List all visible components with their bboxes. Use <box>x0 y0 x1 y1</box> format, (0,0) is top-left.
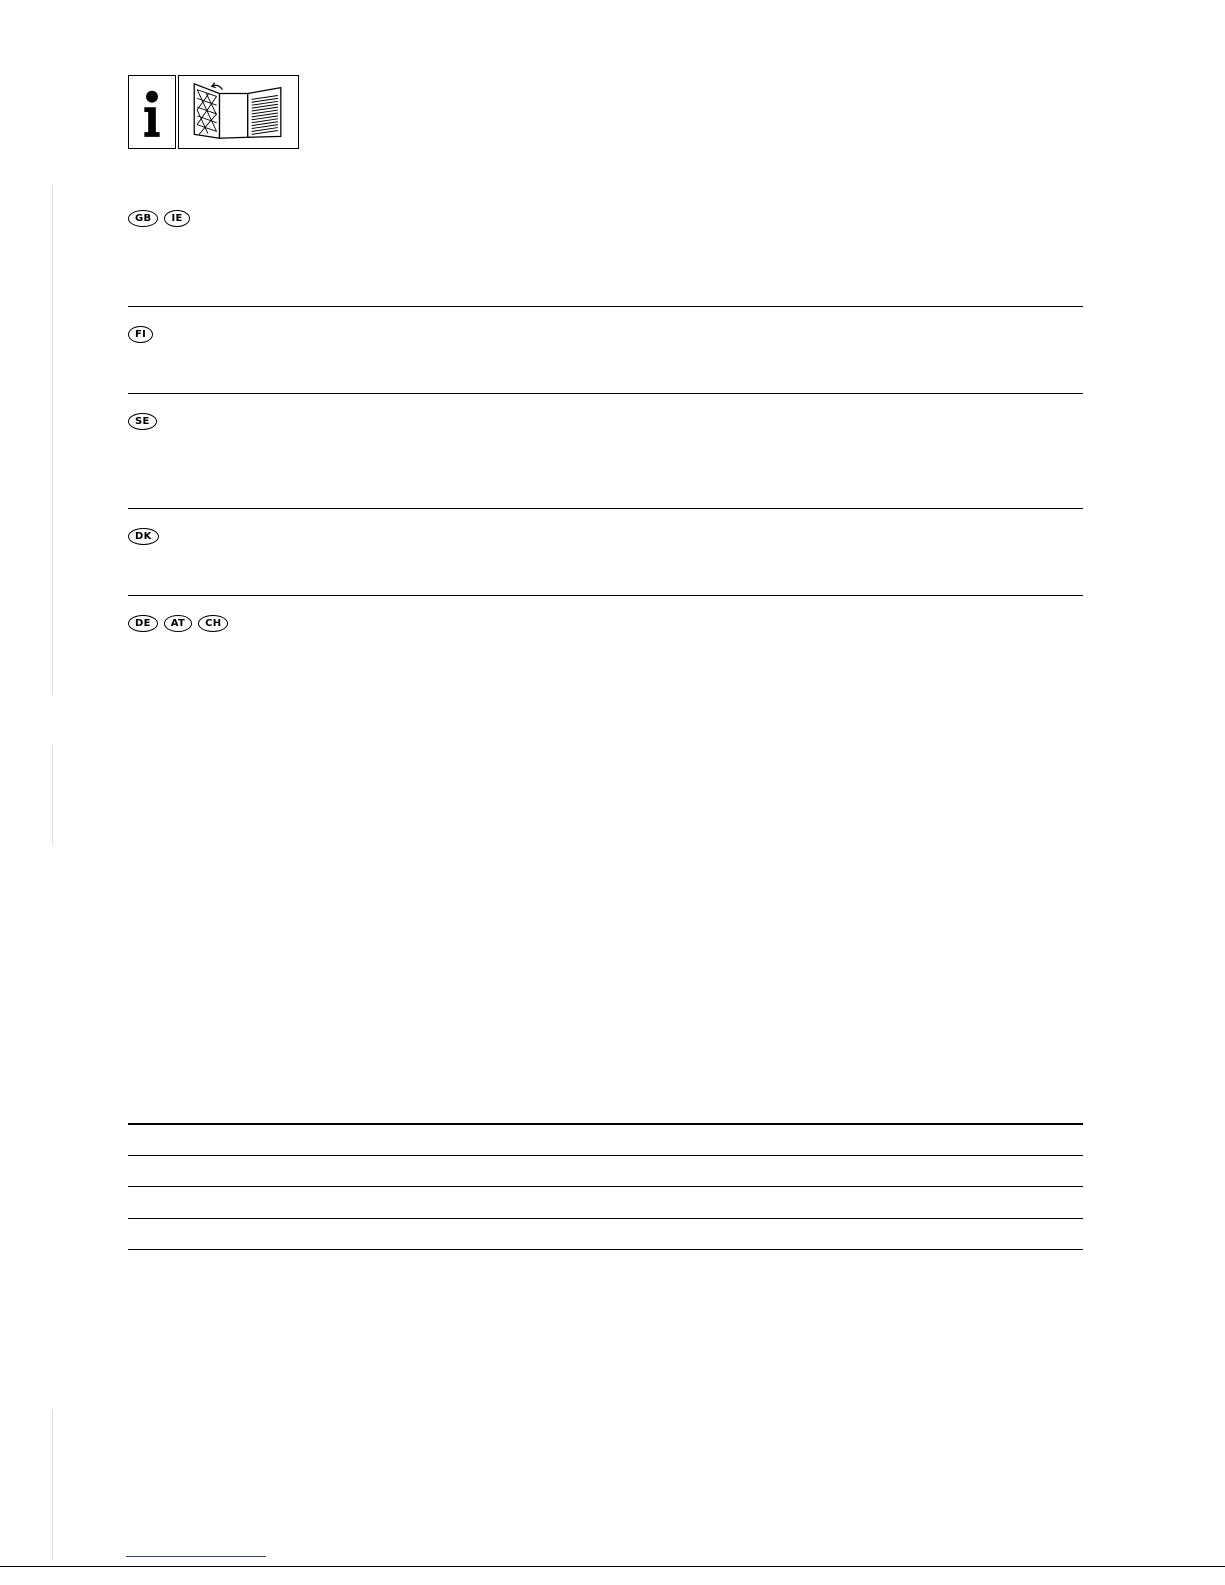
country-badge-de: DE <box>128 615 158 632</box>
country-codes-se <box>128 413 157 430</box>
page-bottom-rule <box>0 1566 1225 1567</box>
country-badge-ch: CH <box>198 615 228 632</box>
country-badge-at: AT <box>164 615 192 632</box>
ruled-line <box>128 1123 1083 1125</box>
country-codes-dk <box>128 528 159 545</box>
fold-out-page-icon <box>178 75 299 149</box>
link-underline <box>126 1556 266 1557</box>
ruled-line <box>128 1186 1083 1187</box>
page-edge-mark <box>52 1410 53 1560</box>
country-badge-gb: GB <box>128 210 158 227</box>
section-divider <box>128 306 1083 307</box>
country-badge-dk: DK <box>128 528 159 545</box>
country-badge-ie: IE <box>164 210 189 227</box>
info-icon <box>128 75 176 149</box>
country-badge-se: SE <box>128 413 157 430</box>
ruled-line <box>128 1155 1083 1156</box>
page-edge-mark <box>52 185 53 695</box>
ruled-line <box>128 1218 1083 1219</box>
section-divider <box>128 595 1083 596</box>
ruled-line <box>128 1249 1083 1250</box>
country-codes-de-at-ch <box>128 615 228 632</box>
section-divider <box>128 508 1083 509</box>
page-edge-mark <box>52 745 53 845</box>
country-badge-fi: FI <box>128 326 153 343</box>
country-codes-fi <box>128 326 153 343</box>
country-codes-gb-ie <box>128 210 190 227</box>
section-divider <box>128 393 1083 394</box>
